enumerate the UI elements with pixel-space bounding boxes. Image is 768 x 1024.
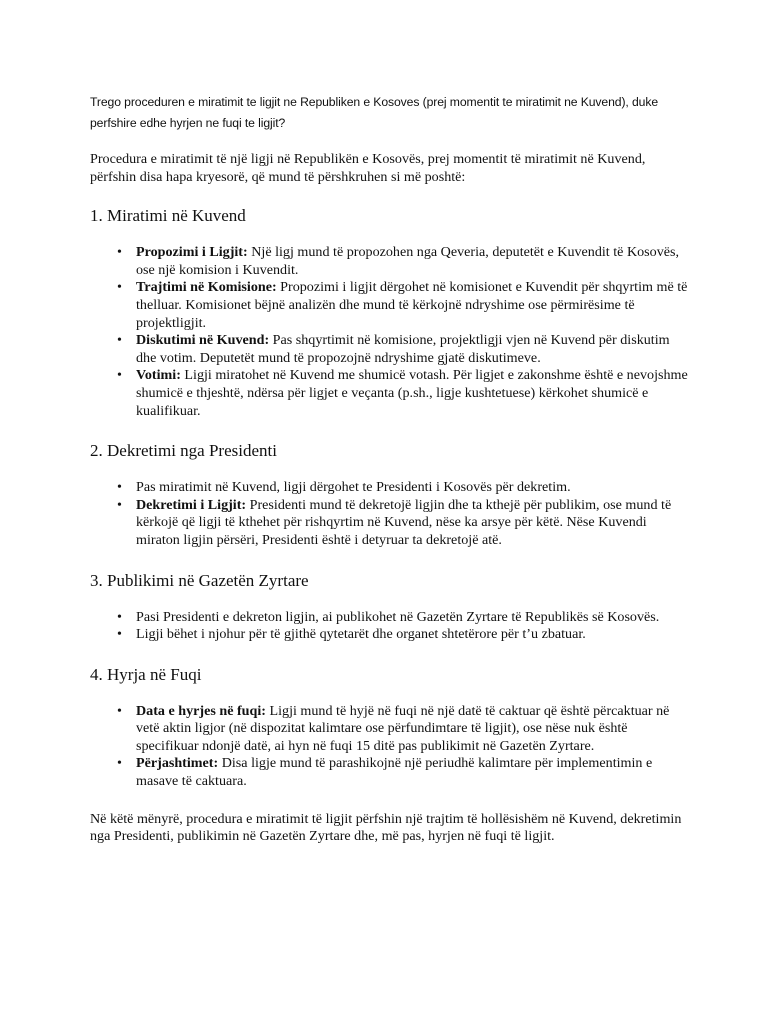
- item-text: Ligji miratohet në Kuvend me shumicë votash. Për ligjet e zakonshme është e nevojshme shumicë e thjeshtë, ndërsa për ligjet e veçanta (p.sh., ligje kushtetuese) kërkohet shumicë e kualifikuar.: [136, 367, 688, 419]
- intro-paragraph: Procedura e miratimit të një ligji në Republikën e Kosovës, prej momentit të miratimit në Kuvend, përfshin disa hapa kryesorë, që mund të përshkruhen si më poshtë:: [90, 151, 646, 185]
- item-text: Pas miratimit në Kuvend, ligji dërgohet te Presidenti i Kosovës për dekretim.: [136, 479, 571, 496]
- item-term: Trajtimi në Komisione:: [136, 279, 277, 296]
- list-item: [136, 244, 690, 279]
- item-text: Propozimi i ligjit dërgohet në komisionet e Kuvendit për shqyrtim më të thelluar. Komisionet bëjnë analizën dhe mund të kërkojnë ndryshime ose përmirësime të projektligjit.: [136, 279, 688, 331]
- list-item: [136, 479, 690, 497]
- conclusion-paragraph: Në këtë mënyrë, procedura e miratimit të ligjit përfshin një trajtim të hollësishëm në Kuvend, dekretimin nga Presidenti, publikimin në Gazetën Zyrtare dhe, më pas, hyrjen në fuqi të ligjit.: [90, 810, 682, 845]
- list-item: [136, 626, 690, 644]
- item-text: Pasi Presidenti e dekreton ligjin, ai publikohet në Gazetën Zyrtare të Republikës së Kosovës.: [136, 608, 660, 625]
- question-text: Trego proceduren e miratimit te ligjit ne Republiken e Kosoves (prej momentit te miratimit ne Kuvend), duke perfshire edhe hyrjen ne fuqi te ligjit?: [90, 95, 659, 130]
- item-term: Dekretimi i Ligjit:: [136, 496, 247, 513]
- list-item: [136, 703, 690, 756]
- item-text: Disa ligje mund të parashikojnë një periudhë kalimtare për implementimin e masave të caktuara.: [136, 755, 653, 790]
- section-heading: 4. Hyrja në Fuqi: [90, 664, 202, 684]
- section-list: [90, 609, 690, 644]
- item-text: Pas shqyrtimit në komisione, projektligji vjen në Kuvend për diskutim dhe votim. Deputetët mund të propozojnë ndryshime gjatë diskutimeve.: [136, 332, 670, 366]
- list-item: [136, 755, 690, 790]
- section-heading: 1. Miratimi në Kuvend: [90, 206, 246, 226]
- list-item: [136, 609, 690, 627]
- section-heading: 2. Dekretimi nga Presidenti: [90, 441, 277, 461]
- section-list: [90, 244, 690, 420]
- item-term: Diskutimi në Kuvend:: [136, 332, 270, 349]
- item-term: Përjashtimet:: [136, 755, 219, 772]
- item-text: Presidenti mund të dekretojë ligjin dhe ta kthejë për publikim, ose mund të kërkojë që ligji të kthehet për rishqyrtim në Kuvend, nëse ka arsye për këtë. Nëse Kuvendi miraton ligjin përsëri, Presidenti është i detyruar ta dekretojë atë.: [136, 496, 672, 548]
- list-item: [136, 332, 690, 367]
- list-item: [136, 497, 690, 550]
- item-term: Data e hyrjes në fuqi:: [136, 702, 266, 719]
- item-term: Votimi:: [136, 367, 181, 384]
- item-text: Ligji bëhet i njohur për të gjithë qytetarët dhe organet shtetërore për t’u zbatuar.: [136, 626, 586, 643]
- item-term: Propozimi i Ligjit:: [136, 244, 248, 261]
- section-list: [90, 479, 690, 549]
- section-list: [90, 703, 690, 791]
- answer-body: [90, 151, 690, 846]
- item-text: Një ligj mund të propozohen nga Qeveria, deputetët e Kuvendit të Kosovës, ose një komision i Kuvendit.: [136, 244, 680, 278]
- list-item: [136, 367, 690, 420]
- list-item: [136, 279, 690, 332]
- item-text: Ligji mund të hyjë në fuqi në një datë të caktuar që është përcaktuar në vetë aktin ligjor (në dispozitat kalimtare ose përfundimtare të ligjit), ose nëse nuk është specifikuar ndonjë datë, ai hyn në fuqi 15 ditë pas publikimit në Gazetën Zyrtare.: [136, 702, 670, 754]
- section-heading: 3. Publikimi në Gazetën Zyrtare: [90, 570, 309, 590]
